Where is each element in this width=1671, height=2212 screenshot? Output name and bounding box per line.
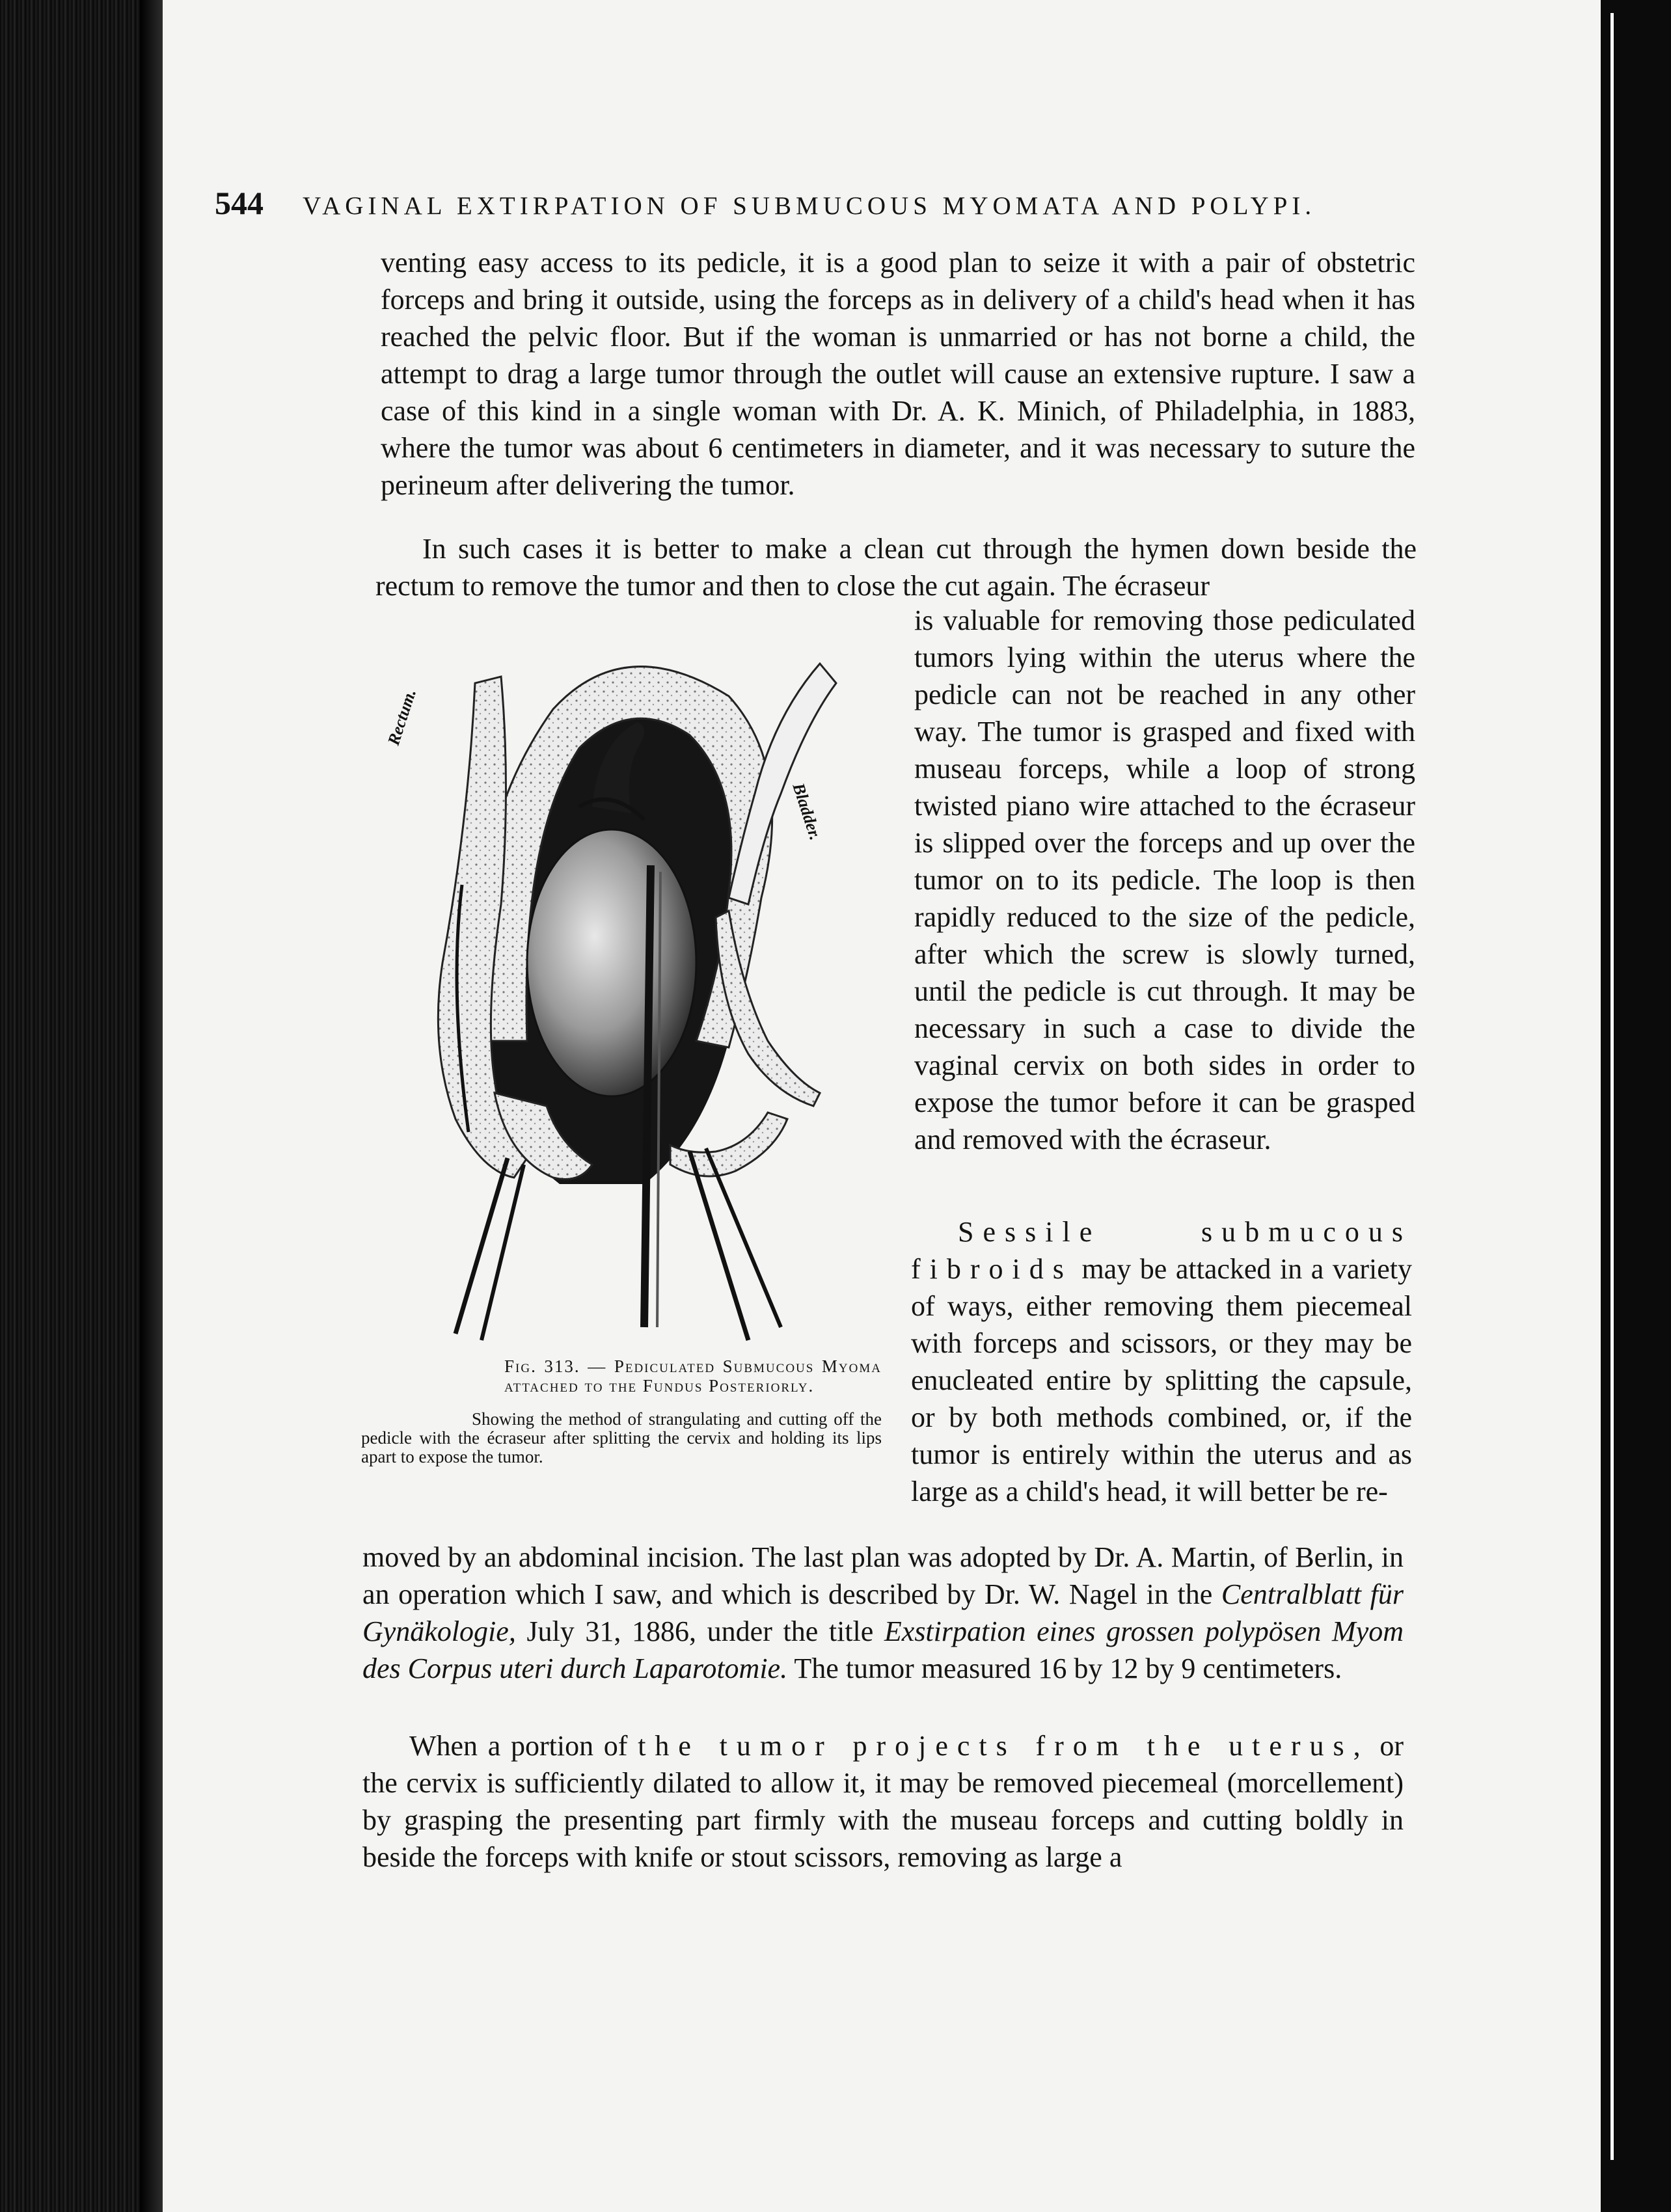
paragraph-2-continued: is valuable for removing those pediculated tumors lying within the uterus where the pedicle can not be reached in any other way. The tumor is grasped and fixed with museau forceps, while a loop of strong twisted piano wire attached to the écraseur is slipped over the forceps and up over the tumor on to its pedicle. The loop is then rapidly reduced to the size of the pedicle, after which the screw is slowly turned, until the pedicle is cut through. It may be necessary in such a case to divide the vaginal cervix on both sides in order to expose the tumor before it can be grasped and removed with the écraseur. (914, 604, 1415, 1155)
caption-title: Fig. 313. — Pediculated Submucous Myoma attached to the Fundus Posteriorly. (504, 1356, 882, 1396)
p5-text-c: The tumor measured 16 by 12 by 9 centimeters. (794, 1652, 1342, 1684)
paragraph-2: In such cases it is better to make a clean cut through the hymen down beside the rectum to remove the tumor and then to close the cut again. The écraseur (375, 533, 1417, 602)
p6-text-b: or the cervix is sufficiently dilated to allow it, it may be removed piecemeal (morcellement) by grasping the presenting part firmly with the museau forceps and cutting boldly in beside the forceps with knife or stout scissors, removing as large a (362, 1730, 1404, 1873)
paragraph-1: venting easy access to its pedicle, it is a good plan to seize it with a pair of obstetric forceps and bring it outside, using the forceps as in delivery of a child's head when it has reached the pelvic floor. But if the woman is unmarried or has not borne a child, the attempt to drag a large tumor through the outlet will cause an extensive rupture. I saw a case of this kind in a single woman with Dr. A. K. Minich, of Philadelphia, in 1883, where the tumor was about 6 centimeters in diameter, and it was necessary to suture the perineum after delivering the tumor. (381, 247, 1415, 501)
p6-text-a: When a portion of (409, 1730, 628, 1762)
figure-313 (364, 625, 885, 1373)
page-number: 544 (215, 185, 264, 221)
figure-caption (361, 1356, 882, 1466)
article-title: Exstirpation eines grossen polypösen Myom des Corpus uteri durch Laparotomie. (362, 1615, 1404, 1684)
paragraph-3-continued (362, 1539, 1404, 1687)
spaced-emphasis-2: the tumor projects from the uterus, (638, 1730, 1370, 1762)
p5-text-a: moved by an abdominal incision. The last plan was adopted by Dr. A. Martin, of Berlin, in an operation which I saw, and which is described by Dr. W. Nagel in the (362, 1541, 1404, 1610)
label-bladder: Bladder. (789, 781, 825, 843)
p5-text-b: July 31, 1886, under the title (526, 1615, 874, 1647)
running-head: VAGINAL EXTIRPATION OF SUBMUCOUS MYOMATA AND POLYPI. (303, 192, 1316, 220)
paragraph-3 (911, 1213, 1412, 1510)
spaced-emphasis: Sessile submucous fibroids (911, 1216, 1412, 1285)
myoma-illustration (364, 625, 885, 1373)
right-page-edge (1610, 13, 1614, 2160)
page-header (215, 184, 1425, 223)
paragraph-3-text: may be attacked in a variety of ways, either removing them piecemeal with forceps and scissors, or they may be enucleated entire by splitting the capsule, or by both methods combined, or, if the tumor is entirely within the uterus and as large as a child's head, it will better be re- (911, 1253, 1413, 1507)
journal-title: Centralblatt für Gynäkologie, (362, 1578, 1404, 1647)
paragraph-4 (362, 1727, 1404, 1876)
label-rectum: Rectum. (384, 686, 420, 748)
caption-description: Showing the method of strangulating and cutting off the pedicle with the écraseur after splitting the cervix and holding its lips apart to expose the tumor. (361, 1409, 882, 1466)
